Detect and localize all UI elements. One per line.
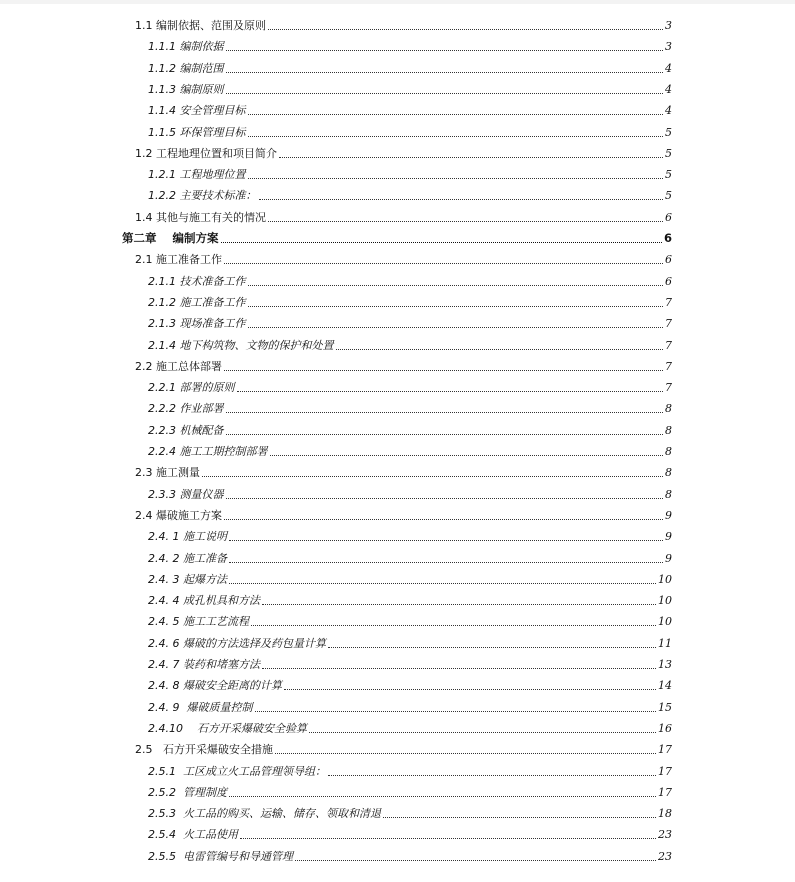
- toc-entry-number: 2.4. 2: [148, 551, 180, 565]
- toc-dot-leader: [270, 455, 664, 456]
- toc-page-number: 8: [665, 423, 672, 437]
- toc-entry-number: 2.2.4: [148, 445, 176, 458]
- toc-entry-number: 2.4. 6: [148, 636, 180, 650]
- toc-dot-leader: [226, 498, 664, 499]
- toc-entry-label: [148, 850, 293, 863]
- toc-dot-leader: [224, 370, 663, 371]
- toc-entry-number: 1.1.5: [148, 125, 176, 139]
- toc-entry-number: 1.1.3: [148, 82, 176, 96]
- toc-entry-label: [148, 658, 260, 671]
- toc-dot-leader: [275, 753, 656, 754]
- toc-page-number: 6: [665, 274, 672, 288]
- toc-entry-number: 2.4. 8: [148, 679, 180, 693]
- toc-entry[interactable]: [148, 312, 672, 330]
- toc-entry-number: 2.4. 1: [148, 530, 180, 544]
- toc-entry-title: 地下构筑物、文物的保护和处置: [179, 338, 334, 352]
- toc-entry-label: [135, 743, 273, 756]
- toc-entry-label: [148, 40, 224, 53]
- toc-entry-label: [148, 722, 307, 735]
- toc-entry-title: 装药和堵塞方法: [183, 658, 260, 671]
- toc-entry[interactable]: [148, 589, 672, 607]
- toc-entry[interactable]: [148, 610, 672, 628]
- toc-dot-leader: [226, 434, 664, 435]
- toc-dot-leader: [268, 221, 663, 222]
- toc-entry-title: 主要技术标准：: [179, 189, 257, 203]
- toc-entry-title: 安全管理目标: [179, 104, 246, 118]
- toc-dot-leader: [295, 860, 656, 861]
- toc-entry-title: 编制依据: [179, 40, 224, 54]
- toc-entry-label: [148, 530, 227, 543]
- toc-entry-number: 2.3.3: [148, 487, 176, 501]
- toc-page-number: 6: [663, 231, 672, 245]
- toc-page-number: 5: [665, 168, 672, 182]
- toc-entry-number: 2.5: [135, 743, 153, 757]
- toc-entry-title: 电雷管编号和导通管理: [179, 849, 293, 863]
- toc-entry[interactable]: [148, 632, 672, 650]
- toc-entry-title: 测量仪器: [179, 487, 224, 501]
- toc-entry[interactable]: [148, 121, 672, 139]
- toc-page-number: 4: [665, 104, 672, 118]
- toc-page-number: 10: [658, 572, 672, 586]
- toc-dot-leader: [248, 136, 664, 137]
- toc-entry-number: 1.1.1: [148, 40, 176, 54]
- toc-page-number: 7: [665, 338, 672, 352]
- toc-entry[interactable]: [148, 823, 672, 841]
- toc-entry-title: 爆破安全距离的计算: [183, 679, 282, 693]
- toc-entry-number: 1.2.1: [148, 168, 176, 182]
- toc-page-number: 7: [665, 295, 672, 309]
- toc-dot-leader: [229, 540, 663, 541]
- toc-entry-number: 2.4: [135, 508, 153, 522]
- toc-entry-title: 施工工艺流程: [183, 615, 249, 629]
- toc-entry-title: 爆破质量控制: [183, 700, 253, 714]
- toc-dot-leader: [240, 838, 656, 839]
- toc-page-number: 8: [665, 466, 672, 480]
- toc-entry-label: [148, 573, 227, 586]
- toc-dot-leader: [336, 349, 664, 350]
- toc-page-number: 10: [658, 615, 672, 629]
- toc-entry-label: [135, 19, 266, 32]
- toc-entry[interactable]: [148, 419, 672, 437]
- toc-page-number: 8: [665, 445, 672, 458]
- toc-page-number: 17: [658, 785, 672, 799]
- toc-entry[interactable]: [148, 717, 672, 735]
- toc-entry[interactable]: [148, 760, 672, 778]
- toc-entry[interactable]: [148, 696, 672, 714]
- toc-dot-leader: [229, 796, 656, 797]
- toc-entry[interactable]: [148, 376, 672, 394]
- toc-page-number: 13: [658, 658, 672, 671]
- toc-entry[interactable]: [148, 568, 672, 586]
- toc-entry-label: [148, 615, 249, 628]
- toc-entry-title: 施工总体部署: [156, 359, 222, 373]
- toc-entry-number: 2.1.3: [148, 317, 176, 331]
- toc-entry-title: 施工工期控制部署: [179, 445, 268, 458]
- toc-entry[interactable]: [148, 781, 672, 799]
- toc-page-number: 5: [665, 125, 672, 139]
- toc-entry-title: 技术准备工作: [179, 274, 246, 288]
- toc-entry-title: 工区成立火工品管理领导组：: [179, 764, 326, 778]
- toc-dot-leader: [229, 562, 663, 563]
- toc-dot-leader: [255, 711, 657, 712]
- toc-entry-label: [148, 275, 246, 288]
- toc-entry-title: 现场准备工作: [179, 317, 246, 331]
- toc-entry-label: [148, 679, 282, 692]
- toc-entry-number: 1.1: [135, 19, 153, 32]
- toc-page-number: 8: [665, 402, 672, 416]
- toc-entry-label: [148, 488, 224, 501]
- toc-entry-number: 1.4: [135, 210, 153, 224]
- toc-entry-label: [148, 189, 257, 202]
- toc-entry-label: [148, 402, 224, 415]
- toc-entry-title: 火工品使用: [179, 828, 238, 842]
- toc-entry[interactable]: [135, 206, 672, 224]
- toc-entry-label: [148, 424, 224, 437]
- toc-entry-number: 2.1.2: [148, 295, 176, 309]
- toc-entry-title: 石方开采爆破安全措施: [156, 743, 273, 757]
- toc-page-number: 6: [665, 210, 672, 224]
- toc-entry-label: [148, 83, 224, 96]
- toc-entry[interactable]: [148, 184, 672, 202]
- toc-entry-number: 2.2.3: [148, 423, 176, 437]
- toc-entry[interactable]: [135, 355, 672, 373]
- toc-page-number: 7: [665, 359, 672, 373]
- toc-entry-number: 2.2: [135, 359, 153, 373]
- toc-dot-leader: [328, 775, 656, 776]
- toc-entry-label: [148, 552, 227, 565]
- toc-entry[interactable]: [135, 14, 672, 32]
- toc-entry-number: 2.5.3: [148, 807, 176, 821]
- toc-entry[interactable]: [135, 504, 672, 522]
- toc-dot-leader: [226, 72, 664, 73]
- toc-entry-title: 机械配备: [179, 423, 224, 437]
- toc-entry-label: [148, 765, 326, 778]
- toc-dot-leader: [259, 199, 664, 200]
- toc-dot-leader: [229, 583, 656, 584]
- toc-entry-label: [148, 317, 246, 330]
- toc-entry-number: 2.4. 9: [148, 700, 180, 714]
- toc-entry[interactable]: [148, 99, 672, 117]
- toc-entry[interactable]: [148, 547, 672, 565]
- toc-page-number: 18: [658, 807, 672, 821]
- toc-entry-title: 作业部署: [179, 402, 224, 416]
- toc-entry-number: 2.1: [135, 253, 153, 267]
- toc-entry-number: 1.1.2: [148, 61, 176, 75]
- toc-entry[interactable]: [148, 440, 672, 458]
- toc-entry-title: 起爆方法: [183, 572, 227, 586]
- toc-page-number: 11: [658, 636, 672, 650]
- toc-dot-leader: [248, 114, 664, 115]
- toc-entry-title: 编制方案: [172, 231, 219, 245]
- toc-entry-title: 施工准备: [183, 551, 227, 565]
- toc-entry[interactable]: [148, 270, 672, 288]
- toc-entry[interactable]: [148, 163, 672, 181]
- toc-entry[interactable]: [135, 461, 672, 479]
- toc-dot-leader: [383, 817, 656, 818]
- toc-entry-label: [135, 147, 277, 160]
- toc-dot-leader: [248, 178, 664, 179]
- toc-entry-label: [148, 104, 246, 117]
- toc-entry-label: [135, 360, 222, 373]
- toc-entry-label: [148, 701, 253, 714]
- toc-entry-number: 2.3: [135, 466, 153, 480]
- toc-entry-title: 环保管理目标: [179, 125, 246, 139]
- toc-entry-label: [148, 828, 238, 841]
- toc-entry-label: [135, 253, 222, 266]
- toc-entry[interactable]: [148, 35, 672, 53]
- toc-dot-leader: [309, 732, 656, 733]
- toc-dot-leader: [224, 519, 663, 520]
- toc-entry-title: 工程地理位置和项目简介: [156, 146, 277, 160]
- toc-entry-title: 编制依据、范围及原则: [156, 19, 266, 32]
- toc-entry-number: 2.4. 7: [148, 658, 180, 671]
- toc-dot-leader: [226, 412, 664, 413]
- toc-entry-label: [148, 594, 260, 607]
- toc-entry-title: 施工准备工作: [179, 295, 246, 309]
- toc-entry-number: 2.1.4: [148, 338, 176, 352]
- toc-dot-leader: [226, 93, 664, 94]
- toc-entry-title: 部署的原则: [179, 381, 235, 395]
- toc-entry-label: [148, 807, 381, 820]
- toc-entry-number: 2.5.2: [148, 785, 176, 799]
- toc-dot-leader: [224, 263, 663, 264]
- toc-entry-number: 2.4.10: [148, 721, 183, 735]
- toc-entry-label: [148, 62, 224, 75]
- toc-entry-title: 施工说明: [183, 530, 227, 544]
- toc-dot-leader: [279, 157, 663, 158]
- toc-entry-title: 成孔机具和方法: [183, 594, 260, 608]
- toc-entry-title: 施工准备工作: [156, 253, 222, 267]
- toc-page-number: 9: [665, 530, 672, 544]
- toc-page-number: 7: [665, 317, 672, 331]
- toc-entry-label: [135, 211, 266, 224]
- toc-dot-leader: [268, 29, 663, 30]
- toc-entry-label: [148, 445, 268, 458]
- toc-dot-leader: [226, 50, 664, 51]
- toc-entry-label: [148, 168, 246, 181]
- toc-page-number: 4: [665, 82, 672, 96]
- toc-page-number: 17: [658, 743, 672, 757]
- toc-entry[interactable]: [148, 845, 672, 863]
- toc-dot-leader: [251, 625, 656, 626]
- toc-entry-label: [148, 786, 227, 799]
- toc-page-number: 7: [665, 381, 672, 395]
- toc-entry-label: [135, 509, 222, 522]
- toc-entry-label: [135, 466, 200, 479]
- toc-dot-leader: [284, 689, 656, 690]
- toc-entry-label: [148, 381, 235, 394]
- toc-entry-number: 1.2: [135, 146, 153, 160]
- toc-page-number: 15: [658, 700, 672, 714]
- toc-entry[interactable]: [148, 483, 672, 501]
- toc-entry[interactable]: [148, 525, 672, 543]
- toc-page-number: 16: [658, 721, 672, 735]
- toc-dot-leader: [248, 327, 664, 328]
- toc-entry-number: 2.1.1: [148, 274, 176, 288]
- toc-dot-leader: [262, 668, 656, 669]
- toc-page-number: 3: [665, 19, 672, 32]
- toc-chapter-entry[interactable]: [122, 227, 672, 245]
- toc-page-number: 10: [658, 594, 672, 608]
- toc-entry-number: 2.5.1: [148, 764, 176, 778]
- toc-entry-label: [148, 637, 326, 650]
- toc-entry-title: 火工品的购买、运输、储存、领取和清退: [179, 807, 381, 821]
- toc-page-number: 5: [665, 189, 672, 203]
- toc-entry[interactable]: [148, 674, 672, 692]
- toc-page-number: 9: [665, 551, 672, 565]
- toc-entry-label: [148, 126, 246, 139]
- toc-entry-title: 工程地理位置: [179, 168, 246, 182]
- toc-entry-number: 第二章: [122, 231, 157, 245]
- toc-entry-number: 2.4. 3: [148, 572, 180, 586]
- toc-page-number: 23: [658, 849, 672, 863]
- toc-page-number: 23: [658, 828, 672, 842]
- toc-entry[interactable]: [135, 142, 672, 160]
- toc-entry[interactable]: [148, 291, 672, 309]
- toc-entry-title: 爆破的方法选择及药包量计算: [183, 636, 326, 650]
- toc-page-number: 8: [665, 487, 672, 501]
- toc-entry[interactable]: [148, 57, 672, 75]
- toc-dot-leader: [248, 285, 664, 286]
- toc-entry-number: 2.5.4: [148, 828, 176, 842]
- toc-entry-number: 2.5.5: [148, 849, 176, 863]
- toc-entry[interactable]: [148, 653, 672, 671]
- toc-entry-label: [148, 296, 246, 309]
- toc-entry-number: 1.1.4: [148, 104, 176, 118]
- toc-dot-leader: [202, 476, 663, 477]
- toc-entry-title: 编制范围: [179, 61, 224, 75]
- toc-dot-leader: [237, 391, 664, 392]
- toc-entry[interactable]: [135, 248, 672, 266]
- toc-entry-number: 2.4. 4: [148, 594, 180, 608]
- toc-page-number: 9: [665, 508, 672, 522]
- toc-entry-title: 编制原则: [179, 82, 224, 96]
- toc-entry-title: 石方开采爆破安全验算: [186, 721, 307, 735]
- page-top-edge: [0, 0, 795, 4]
- toc-entry[interactable]: [148, 78, 672, 96]
- toc-entry-number: 1.2.2: [148, 189, 176, 203]
- toc-page-number: 6: [665, 253, 672, 267]
- toc-entry-number: 2.4. 5: [148, 615, 180, 629]
- toc-dot-leader: [248, 306, 664, 307]
- toc-page-number: 3: [665, 40, 672, 54]
- toc-entry-title: 施工测量: [156, 466, 200, 480]
- toc-entry-title: 其他与施工有关的情况: [156, 210, 266, 224]
- toc-entry-title: 管理制度: [179, 785, 227, 799]
- toc-entry-number: 2.2.1: [148, 381, 176, 395]
- toc-entry-number: 2.2.2: [148, 402, 176, 416]
- toc-dot-leader: [328, 647, 656, 648]
- toc-entry-title: 爆破施工方案: [156, 508, 222, 522]
- toc-page-number: 4: [665, 61, 672, 75]
- toc-dot-leader: [262, 604, 656, 605]
- toc-entry-label: [148, 339, 334, 352]
- toc-page-number: 14: [658, 679, 672, 693]
- toc-entry-label: [122, 232, 219, 245]
- toc-page-number: 5: [665, 146, 672, 160]
- toc-entry[interactable]: [148, 802, 672, 820]
- toc-entry[interactable]: [135, 738, 672, 756]
- toc-page-number: 17: [658, 764, 672, 778]
- toc-entry[interactable]: [148, 397, 672, 415]
- toc-entry[interactable]: [148, 334, 672, 352]
- toc-dot-leader: [221, 242, 662, 243]
